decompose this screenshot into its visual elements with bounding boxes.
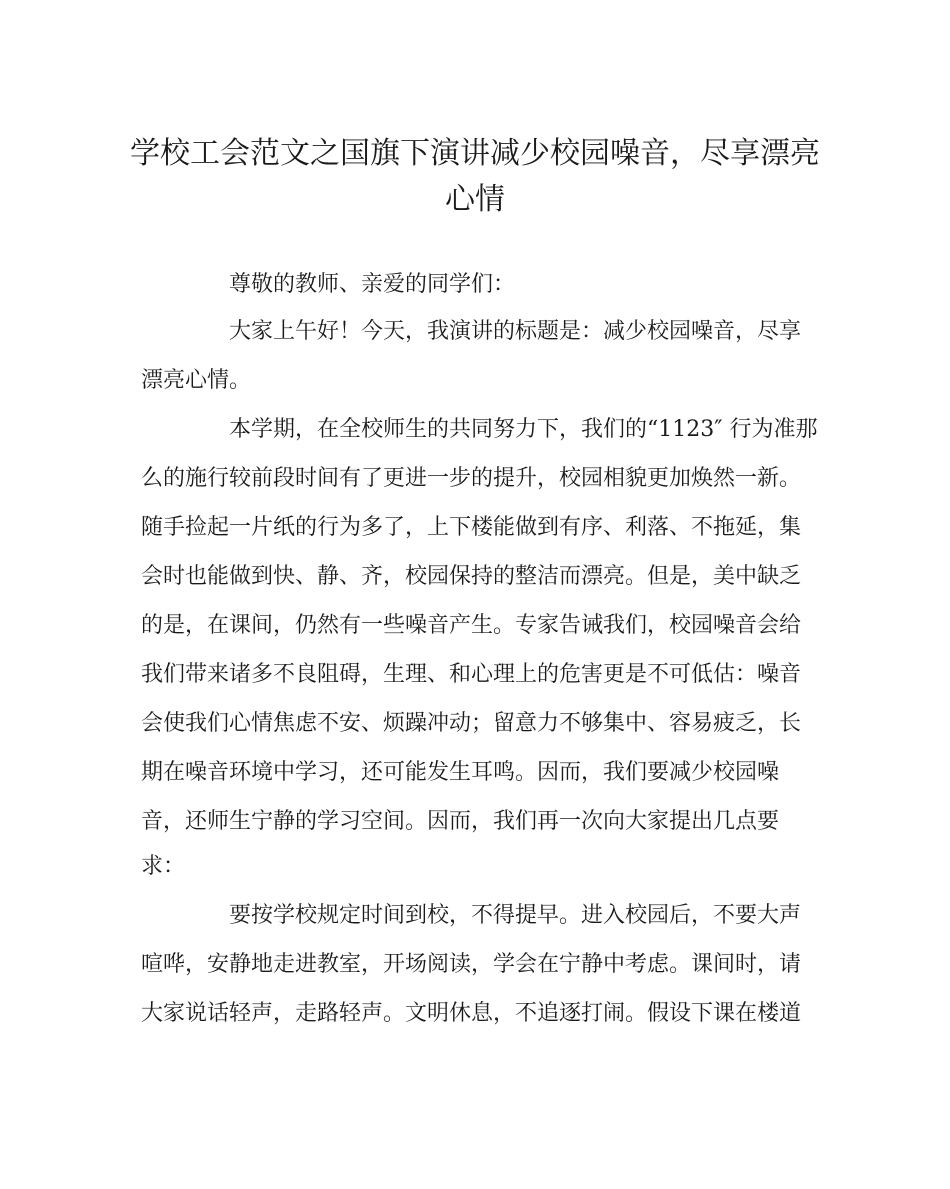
body-line: 会使我们心情焦虑不安、烦躁冲动；留意力不够集中、容易疲乏，长 bbox=[141, 711, 802, 736]
body-line: 期在噪音环境中学习，还可能发生耳鸣。因而，我们要减少校园噪 bbox=[141, 760, 780, 785]
body-line: 随手捡起一片纸的行为多了，上下楼能做到有序、利落、不拖延，集 bbox=[141, 515, 802, 540]
body-line: 我们带来诸多不良阻碍，生理、和心理上的危害更是不可低估：噪音 bbox=[141, 662, 802, 687]
body-line: 的是，在课间，仍然有一些噪音产生。专家告诫我们，校园噪音会给 bbox=[141, 613, 802, 638]
body-line: 漂亮心情。 bbox=[141, 368, 252, 393]
document-title-line-2: 心情 bbox=[445, 182, 505, 217]
body-line: 大家说话轻声，走路轻声。文明休息，不追逐打闹。假设下课在楼道 bbox=[141, 1001, 802, 1026]
body-line: 么的施行较前段时间有了更进一步的提升，校园相貌更加焕然一新。 bbox=[141, 466, 802, 491]
body-line: 大家上午好！今天，我演讲的标题是：减少校园噪音，尽享 bbox=[229, 319, 802, 344]
body-line: 求： bbox=[141, 854, 186, 879]
document-title-line-1: 学校工会范文之国旗下演讲减少校园噪音，尽享漂亮 bbox=[130, 136, 820, 171]
body-line: 喧哗，安静地走进教室，开场阅读，学会在宁静中考虑。课间时，请 bbox=[141, 952, 802, 977]
body-line: 音，还师生宁静的学习空间。因而，我们再一次向大家提出几点要 bbox=[141, 809, 780, 834]
body-line: 会时也能做到快、静、齐，校园保持的整洁而漂亮。但是，美中缺乏 bbox=[141, 564, 802, 589]
body-line: 要按学校规定时间到校，不得提早。进入校园后，不要大声 bbox=[229, 903, 802, 928]
salutation: 尊敬的教师、亲爱的同学们： bbox=[229, 272, 516, 297]
body-line: 本学期，在全校师生的共同努力下，我们的“1123″ 行为准那 bbox=[229, 417, 818, 442]
